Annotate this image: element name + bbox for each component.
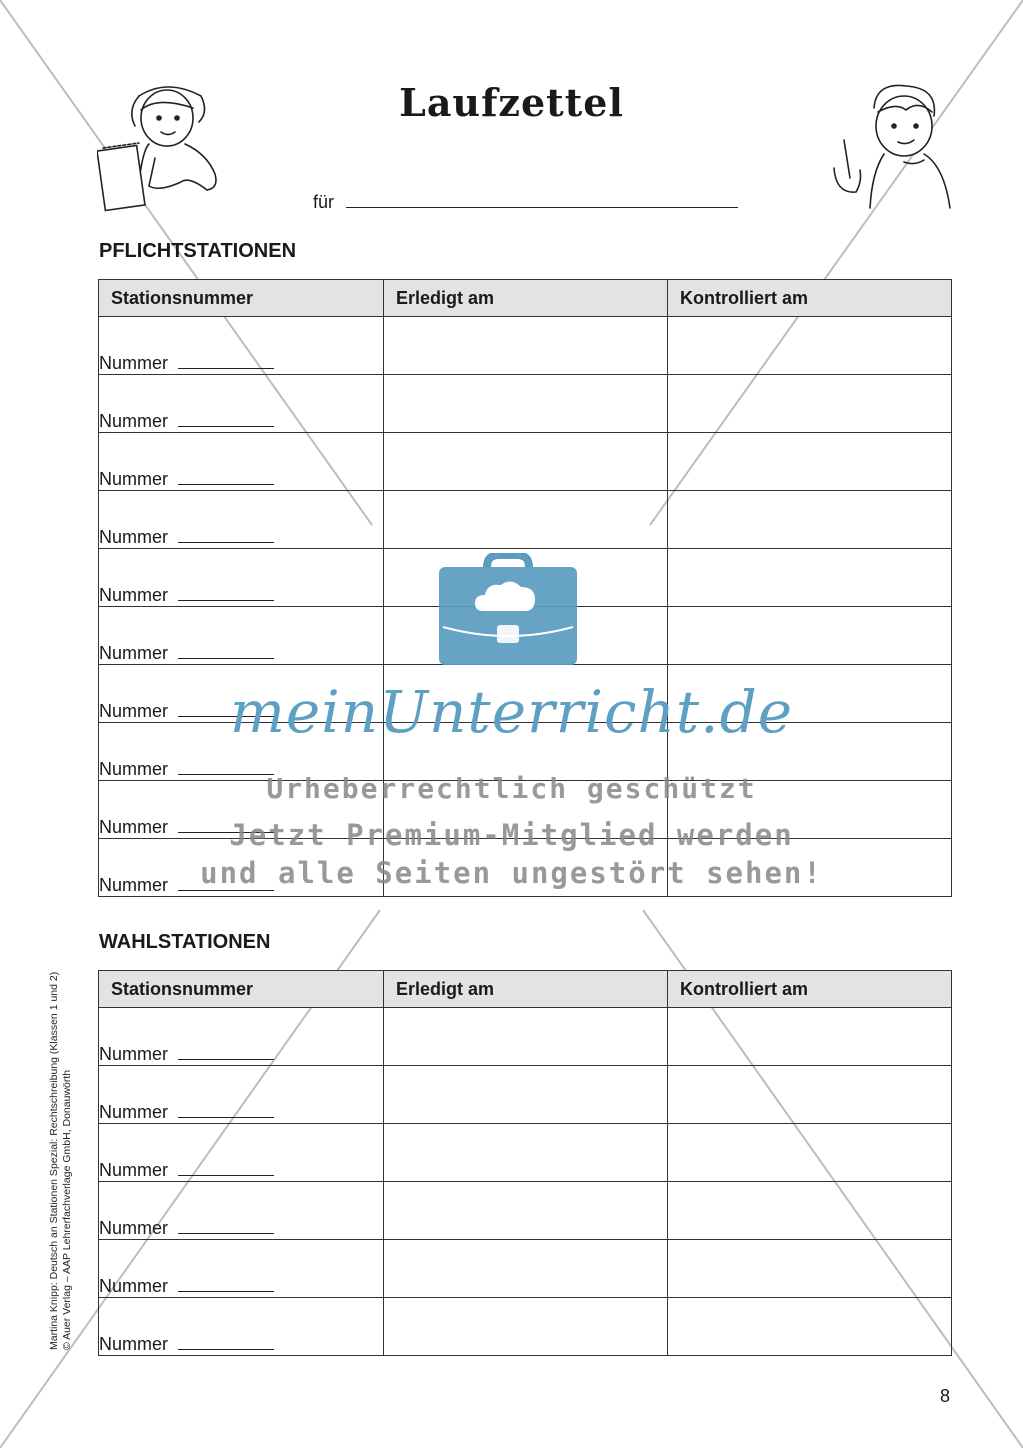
station-number-label: Nummer xyxy=(99,527,169,547)
header-kontrolliert: Kontrolliert am xyxy=(668,971,952,1008)
section-heading-pflicht: PFLICHTSTATIONEN xyxy=(99,240,297,262)
station-number-write-line[interactable] xyxy=(178,368,274,369)
page-number: 8 xyxy=(939,1386,950,1406)
station-number-cell[interactable] xyxy=(99,317,384,375)
kontrolliert-cell[interactable] xyxy=(668,549,952,607)
header-stationsnummer: Stationsnummer xyxy=(99,280,384,317)
station-number-cell[interactable] xyxy=(99,1066,384,1124)
station-number-label: Nummer xyxy=(99,1218,169,1238)
station-number-cell[interactable] xyxy=(99,1298,384,1356)
wahl-rows xyxy=(99,1008,952,1356)
station-number-cell[interactable] xyxy=(99,491,384,549)
header-kontrolliert: Kontrolliert am xyxy=(668,280,952,317)
watermark-brand: meinUnterricht.de xyxy=(229,678,794,746)
station-number-write-line[interactable] xyxy=(178,1059,274,1060)
credit-publisher-line: © Auer Verlag – AAP Lehrerfachverlage GmbH, Donauwörth xyxy=(61,1069,73,1350)
kontrolliert-cell[interactable] xyxy=(668,1240,952,1298)
kontrolliert-cell[interactable] xyxy=(668,317,952,375)
table-row xyxy=(99,317,952,375)
kontrolliert-cell[interactable] xyxy=(668,1298,952,1356)
station-number-write-line[interactable] xyxy=(178,1291,274,1292)
watermark-pages-text: und alle Seiten ungestört sehen! xyxy=(200,856,823,890)
station-number-label: Nummer xyxy=(99,411,169,431)
table-row xyxy=(99,1182,952,1240)
erledigt-cell[interactable] xyxy=(384,1008,668,1066)
erledigt-cell[interactable] xyxy=(384,375,668,433)
erledigt-cell[interactable] xyxy=(384,433,668,491)
table-row xyxy=(99,491,952,549)
table-row xyxy=(99,1298,952,1356)
kontrolliert-cell[interactable] xyxy=(668,433,952,491)
table-row xyxy=(99,1240,952,1298)
station-number-cell[interactable] xyxy=(99,433,384,491)
station-number-write-line[interactable] xyxy=(178,1117,274,1118)
erledigt-cell[interactable] xyxy=(384,1298,668,1356)
station-number-write-line[interactable] xyxy=(178,426,274,427)
name-prompt-label: für xyxy=(313,192,335,212)
erledigt-cell[interactable] xyxy=(384,491,668,549)
station-number-cell[interactable] xyxy=(99,1124,384,1182)
copyright-credit xyxy=(48,972,74,1350)
station-number-write-line[interactable] xyxy=(178,658,274,659)
watermark-premium-text: Jetzt Premium-Mitglied werden xyxy=(229,818,794,852)
table-row xyxy=(99,1124,952,1182)
table-row xyxy=(99,1008,952,1066)
station-number-cell[interactable] xyxy=(99,1240,384,1298)
station-number-label: Nummer xyxy=(99,585,169,605)
station-number-label: Nummer xyxy=(99,1276,169,1296)
station-number-label: Nummer xyxy=(99,759,169,779)
station-number-label: Nummer xyxy=(99,1334,169,1354)
station-number-label: Nummer xyxy=(99,1044,169,1064)
kontrolliert-cell[interactable] xyxy=(668,1008,952,1066)
station-number-cell[interactable] xyxy=(99,375,384,433)
table-row xyxy=(99,1066,952,1124)
kontrolliert-cell[interactable] xyxy=(668,491,952,549)
kontrolliert-cell[interactable] xyxy=(668,1066,952,1124)
watermark-copyright-text: Urheberrechtlich geschützt xyxy=(266,772,757,805)
kontrolliert-cell[interactable] xyxy=(668,375,952,433)
station-number-label: Nummer xyxy=(99,643,169,663)
station-number-write-line[interactable] xyxy=(178,542,274,543)
station-number-label: Nummer xyxy=(99,817,169,837)
station-number-write-line[interactable] xyxy=(178,484,274,485)
erledigt-cell[interactable] xyxy=(384,1066,668,1124)
station-number-write-line[interactable] xyxy=(178,1233,274,1234)
kontrolliert-cell[interactable] xyxy=(668,1182,952,1240)
station-number-write-line[interactable] xyxy=(178,1349,274,1350)
header-erledigt: Erledigt am xyxy=(384,971,668,1008)
name-write-line[interactable] xyxy=(346,207,738,208)
kontrolliert-cell[interactable] xyxy=(668,607,952,665)
credit-author-line: Martina Knipp: Deutsch an Stationen Spezial: Rechtschreibung (Klassen 1 und 2) xyxy=(48,971,60,1350)
wahl-stations-table xyxy=(98,970,952,1356)
header-stationsnummer: Stationsnummer xyxy=(99,971,384,1008)
station-number-label: Nummer xyxy=(99,701,169,721)
erledigt-cell[interactable] xyxy=(384,1240,668,1298)
page-title: Laufzettel xyxy=(399,80,624,125)
station-number-label: Nummer xyxy=(99,1102,169,1122)
station-number-label: Nummer xyxy=(99,1160,169,1180)
erledigt-cell[interactable] xyxy=(384,1124,668,1182)
kontrolliert-cell[interactable] xyxy=(668,1124,952,1182)
briefcase-cloud-icon xyxy=(439,553,577,665)
header-erledigt: Erledigt am xyxy=(384,280,668,317)
station-number-write-line[interactable] xyxy=(178,600,274,601)
station-number-write-line[interactable] xyxy=(178,890,274,891)
station-number-cell[interactable] xyxy=(99,1008,384,1066)
station-number-label: Nummer xyxy=(99,469,169,489)
station-number-label: Nummer xyxy=(99,353,169,373)
station-number-cell[interactable] xyxy=(99,607,384,665)
erledigt-cell[interactable] xyxy=(384,1182,668,1240)
erledigt-cell[interactable] xyxy=(384,317,668,375)
station-number-label: Nummer xyxy=(99,875,169,895)
station-number-cell[interactable] xyxy=(99,1182,384,1240)
section-heading-wahl: WAHLSTATIONEN xyxy=(99,931,271,953)
table-row xyxy=(99,375,952,433)
table-row xyxy=(99,433,952,491)
station-number-cell[interactable] xyxy=(99,549,384,607)
station-number-write-line[interactable] xyxy=(178,1175,274,1176)
